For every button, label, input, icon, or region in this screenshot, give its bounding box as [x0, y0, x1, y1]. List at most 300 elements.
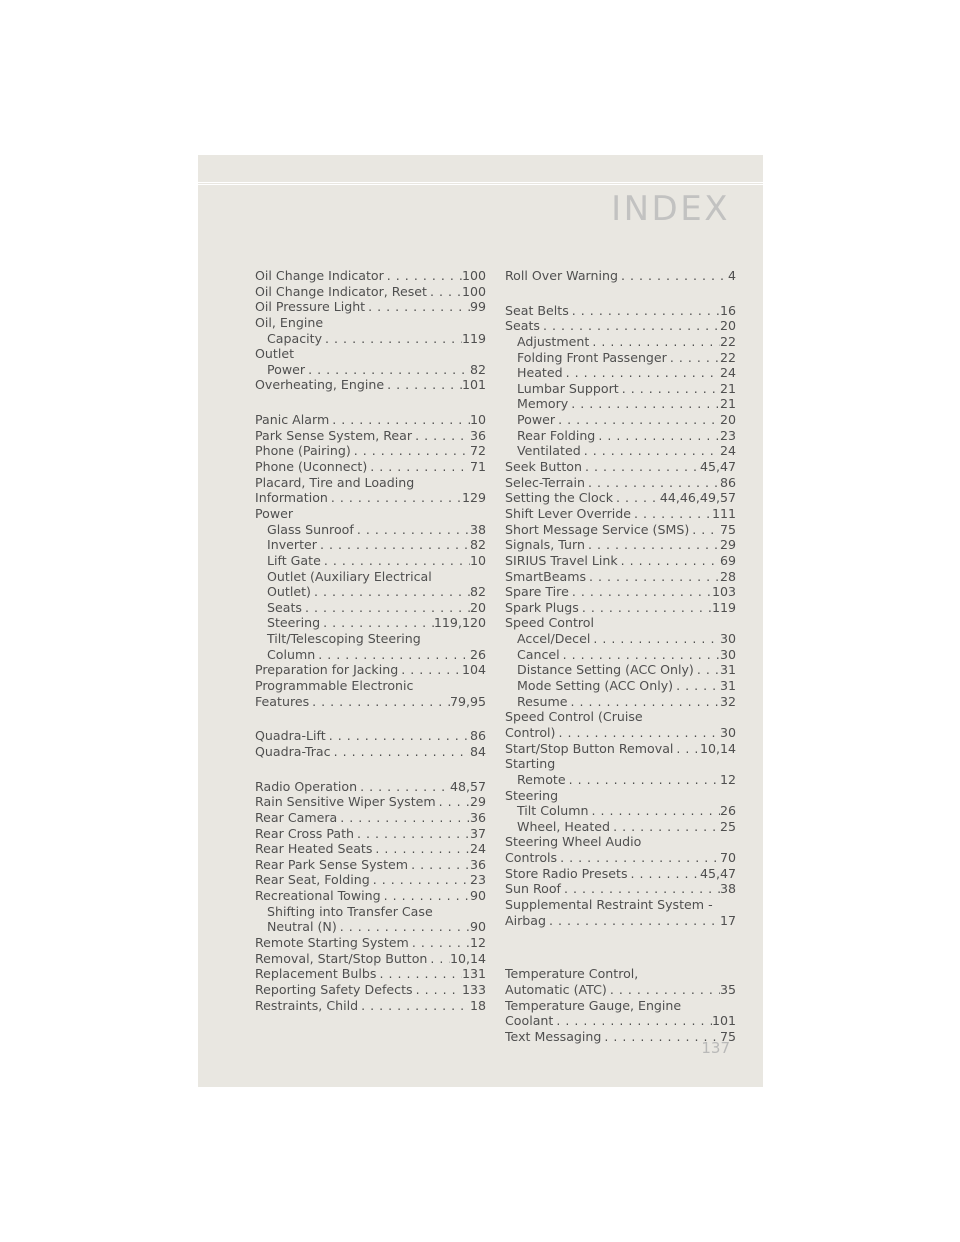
index-subentry [255, 600, 486, 616]
entry-text: Lumbar Support [517, 380, 619, 396]
index-entry [255, 966, 486, 982]
dot-leader [673, 741, 700, 757]
entry-text: Neutral (N) [267, 919, 337, 935]
page-reference: 44,46,49,57 [659, 490, 736, 506]
index-entry [505, 850, 736, 866]
page-reference: 101 [461, 377, 486, 393]
index-entry [255, 951, 486, 967]
dot-leader [326, 728, 470, 744]
index-subentry [255, 584, 486, 600]
dot-leader [555, 725, 720, 741]
dot-leader [320, 615, 434, 631]
index-gap [255, 393, 486, 412]
dot-leader [628, 866, 700, 882]
index-entry [255, 412, 486, 428]
page-reference: 45,47 [699, 865, 736, 881]
index-subentry [255, 631, 486, 647]
page-reference: 45,47 [699, 459, 736, 475]
page-reference: 22 [719, 349, 736, 365]
index-entry [505, 615, 736, 631]
dot-leader [667, 350, 720, 366]
page-reference: 21 [719, 396, 736, 412]
page-reference: 72 [469, 443, 486, 459]
page-reference: 28 [719, 568, 736, 584]
dot-leader [631, 506, 712, 522]
index-subentry [505, 443, 736, 459]
index-entry [255, 678, 486, 694]
dot-leader [367, 459, 470, 475]
page-title: INDEX [611, 189, 730, 229]
index-entry [255, 662, 486, 678]
dot-leader [413, 982, 462, 998]
dot-leader [354, 826, 470, 842]
dot-leader [376, 966, 462, 982]
index-entry [505, 1013, 736, 1029]
entry-text: Oil Pressure Light [255, 299, 366, 315]
entry-text: Spare Tire [505, 584, 569, 600]
entry-text: Remote Starting System [255, 934, 409, 950]
entry-text: Panic Alarm [255, 412, 330, 428]
page-reference: 12 [469, 934, 486, 950]
entry-text: Recreational Towing [255, 888, 381, 904]
manual-page [198, 155, 763, 1087]
page-reference: 26 [469, 646, 486, 662]
index-entry [255, 475, 486, 491]
page-reference: 82 [469, 537, 486, 553]
dot-leader [317, 537, 470, 553]
page-reference: 90 [469, 919, 486, 935]
index-entry [255, 744, 486, 760]
entry-text: Oil Change Indicator [255, 268, 384, 283]
entry-text: Information [255, 490, 328, 506]
page-reference: 99 [469, 299, 486, 315]
index-subentry [255, 904, 486, 920]
dot-leader [579, 600, 712, 616]
page-reference: 119 [461, 330, 486, 346]
page-reference: 38 [719, 881, 736, 897]
entry-text: Preparation for Jacking [255, 662, 399, 678]
index-entry [505, 303, 736, 319]
dot-leader [568, 694, 720, 710]
index-gap [505, 947, 736, 966]
index-subentry [505, 819, 736, 835]
index-entry [505, 966, 736, 982]
index-entry [505, 553, 736, 569]
dot-leader [329, 412, 470, 428]
page-reference: 20 [469, 599, 486, 615]
entry-text: Store Radio Presets [505, 865, 628, 881]
dot-leader [694, 662, 720, 678]
dot-leader [370, 872, 470, 888]
entry-text: Column [267, 646, 316, 662]
page-reference: 29 [719, 537, 736, 553]
index-entry [505, 834, 736, 850]
dot-leader [619, 381, 720, 397]
dot-leader [613, 490, 660, 506]
dot-leader [561, 881, 720, 897]
page-reference: 37 [469, 825, 486, 841]
entry-text: Sun Roof [505, 881, 561, 897]
index-entry [505, 490, 736, 506]
dot-leader [305, 362, 470, 378]
page-reference: 90 [469, 888, 486, 904]
page-reference: 26 [719, 803, 736, 819]
index-entry [255, 998, 486, 1014]
dot-leader [546, 913, 720, 929]
dot-leader [427, 284, 462, 300]
index-subentry [505, 396, 736, 412]
index-entry [505, 709, 736, 725]
page-reference: 30 [719, 631, 736, 647]
index-entry [505, 897, 736, 913]
dot-leader [427, 951, 450, 967]
entry-text: Automatic (ATC) [505, 981, 607, 997]
entry-text: Features [255, 693, 310, 709]
index-entry [255, 779, 486, 795]
entry-text: SmartBeams [505, 568, 587, 584]
index-entry [255, 443, 486, 459]
entry-text: Power [255, 505, 294, 521]
index-subentry [255, 647, 486, 663]
entry-text: Speed Control [505, 615, 595, 631]
dot-leader [586, 569, 720, 585]
page-reference: 31 [719, 678, 736, 694]
index-subentry [255, 615, 486, 631]
index-entry [255, 935, 486, 951]
index-subentry [505, 662, 736, 678]
page-reference: 12 [719, 771, 736, 787]
index-subentry [505, 647, 736, 663]
entry-text: Mode Setting (ACC Only) [517, 678, 674, 694]
entry-text: Speed Control (Cruise [505, 709, 643, 725]
index-column-right [505, 268, 736, 1044]
entry-text: Text Messaging [505, 1028, 602, 1044]
dot-leader [331, 744, 470, 760]
page-reference: 79,95 [449, 693, 486, 709]
entry-text: Temperature Gauge, Engine [505, 997, 682, 1013]
page-reference: 86 [719, 474, 736, 490]
index-subentry [255, 553, 486, 569]
entry-text: Wheel, Heated [517, 818, 611, 834]
dot-leader [589, 334, 720, 350]
entry-text: Rear Cross Path [255, 825, 355, 841]
dot-leader [588, 803, 719, 819]
entry-text: Placard, Tire and Loading [255, 474, 415, 490]
dot-leader [409, 935, 470, 951]
page-reference: 101 [711, 1013, 736, 1029]
page-reference: 119,120 [433, 615, 486, 631]
page-reference: 103 [711, 584, 736, 600]
dot-leader [384, 268, 462, 284]
dot-leader [560, 647, 720, 663]
entry-text: Temperature Control, [505, 966, 639, 982]
entry-text: Capacity [267, 330, 323, 346]
index-subentry [255, 522, 486, 538]
entry-text: Tilt Column [517, 803, 589, 819]
entry-text: Shift Lever Override [505, 505, 632, 521]
entry-text: Heated [517, 365, 563, 381]
entry-text: Rear Heated Seats [255, 841, 373, 857]
index-subentry [505, 772, 736, 788]
index-entry [505, 522, 736, 538]
dot-leader [398, 662, 462, 678]
index-entry [255, 506, 486, 522]
entry-text: Quadra-Lift [255, 728, 326, 744]
index-entry [255, 459, 486, 475]
index-entry [255, 490, 486, 506]
dot-leader [618, 553, 720, 569]
dot-leader [585, 475, 720, 491]
page-reference: 36 [469, 427, 486, 443]
index-entry [505, 756, 736, 772]
page-reference: 119 [711, 599, 736, 615]
index-entry [255, 315, 486, 331]
entry-text: Remote [517, 771, 566, 787]
entry-text: Seats [267, 599, 302, 615]
dot-leader [569, 584, 712, 600]
entry-text: Glass Sunroof [267, 521, 354, 537]
entry-text: Programmable Electronic [255, 678, 414, 694]
index-entry [255, 888, 486, 904]
dot-leader [582, 459, 700, 475]
dot-leader [381, 888, 470, 904]
index-entry [505, 459, 736, 475]
dot-leader [354, 522, 470, 538]
index-entry [505, 741, 736, 757]
entry-text: Steering [267, 615, 321, 631]
page-reference: 111 [711, 505, 736, 521]
entry-text: Roll Over Warning [505, 268, 618, 283]
dot-leader [557, 850, 720, 866]
entry-text: Cancel [517, 646, 560, 662]
dot-leader [610, 819, 720, 835]
entry-text: Seats [505, 318, 540, 334]
index-subentry [505, 381, 736, 397]
index-gap [505, 928, 736, 947]
page-reference: 82 [469, 584, 486, 600]
index-entry [255, 377, 486, 393]
entry-text: Overheating, Engine [255, 377, 385, 393]
entry-text: Reporting Safety Defects [255, 981, 413, 997]
entry-text: Replacement Bulbs [255, 966, 377, 982]
dot-leader [337, 919, 470, 935]
page-reference: 75 [719, 521, 736, 537]
dot-leader [328, 490, 462, 506]
index-entry [505, 913, 736, 929]
header-rule [198, 182, 763, 185]
dot-leader [569, 303, 720, 319]
page-reference: 131 [461, 966, 486, 982]
dot-leader [673, 678, 720, 694]
entry-text: Control) [505, 724, 556, 740]
entry-text: Spark Plugs [505, 599, 579, 615]
page-reference: 31 [719, 662, 736, 678]
index-entry [505, 569, 736, 585]
dot-leader [311, 584, 470, 600]
page-reference: 24 [469, 841, 486, 857]
dot-leader [372, 841, 470, 857]
page-reference: 38 [469, 521, 486, 537]
entry-text: Phone (Pairing) [255, 443, 351, 459]
page-reference: 24 [719, 443, 736, 459]
dot-leader [689, 522, 720, 538]
dot-leader [590, 631, 720, 647]
dot-leader [337, 810, 470, 826]
page-reference: 30 [719, 646, 736, 662]
page-reference: 21 [719, 380, 736, 396]
index-entry [505, 584, 736, 600]
entry-text: SIRIUS Travel Link [505, 552, 618, 568]
dot-leader [581, 443, 720, 459]
index-entry [505, 725, 736, 741]
dot-leader [607, 982, 720, 998]
dot-leader [553, 1013, 712, 1029]
entry-text: Rear Seat, Folding [255, 872, 370, 888]
index-entry [255, 872, 486, 888]
page-reference: 10 [469, 552, 486, 568]
index-entry [255, 728, 486, 744]
entry-text: Ventilated [517, 443, 581, 459]
dot-leader [563, 365, 720, 381]
entry-text: Lift Gate [267, 552, 321, 568]
index-subentry [505, 365, 736, 381]
entry-text: Selec-Terrain [505, 474, 585, 490]
entry-text: Controls [505, 850, 558, 866]
entry-text: Coolant [505, 1013, 554, 1029]
index-subentry [255, 537, 486, 553]
entry-text: Rear Folding [517, 427, 596, 443]
page-reference: 71 [469, 459, 486, 475]
entry-text: Airbag [505, 912, 546, 928]
index-entry [505, 866, 736, 882]
entry-text: Outlet (Auxiliary Electrical [267, 568, 432, 584]
index-subentry [255, 569, 486, 585]
index-entry [255, 841, 486, 857]
page-reference: 10,14 [699, 740, 736, 756]
page-reference: 22 [719, 333, 736, 349]
page-reference: 35 [719, 981, 736, 997]
index-entry [505, 537, 736, 553]
index-subentry [505, 428, 736, 444]
index-entry [505, 600, 736, 616]
entry-text: Rear Camera [255, 809, 338, 825]
entry-text: Oil Change Indicator, Reset [255, 283, 427, 299]
index-subentry [505, 631, 736, 647]
index-subentry [255, 362, 486, 378]
entry-text: Setting the Clock [505, 490, 613, 506]
entry-text: Rain Sensitive Wiper System [255, 794, 436, 810]
index-entry [505, 881, 736, 897]
entry-text: Restraints, Child [255, 997, 359, 1013]
dot-leader [351, 443, 470, 459]
dot-leader [365, 299, 470, 315]
page-reference: 36 [469, 809, 486, 825]
entry-text: Supplemental Restraint System - [505, 896, 713, 912]
page-reference: 86 [469, 728, 486, 744]
page-reference: 18 [469, 997, 486, 1013]
entry-text: Quadra-Trac [255, 743, 331, 759]
page-reference: 24 [719, 365, 736, 381]
dot-leader [357, 779, 450, 795]
page-reference: 16 [719, 302, 736, 318]
index-subentry [505, 803, 736, 819]
page-reference: 10,14 [449, 950, 486, 966]
entry-text: Resume [517, 693, 568, 709]
page-reference: 84 [469, 743, 486, 759]
dot-leader [408, 857, 470, 873]
entry-text: Radio Operation [255, 778, 358, 794]
index-subentry [505, 412, 736, 428]
entry-text: Removal, Start/Stop Button [255, 950, 428, 966]
index-subentry [255, 919, 486, 935]
entry-text: Tilt/Telescoping Steering [267, 631, 421, 647]
entry-text: Park Sense System, Rear [255, 427, 413, 443]
page-reference: 10 [469, 412, 486, 428]
page-reference: 4 [727, 268, 736, 283]
entry-text: Short Message Service (SMS) [505, 521, 690, 537]
entry-text: Power [517, 412, 556, 428]
page-reference: 25 [719, 818, 736, 834]
index-entry [505, 506, 736, 522]
page-reference: 20 [719, 412, 736, 428]
entry-text: Steering Wheel Audio [505, 834, 642, 850]
page-reference: 104 [461, 662, 486, 678]
page-reference: 100 [461, 283, 486, 299]
dot-leader [322, 331, 462, 347]
entry-text: Accel/Decel [517, 631, 591, 647]
index-entry [255, 268, 486, 284]
entry-text: Outlet) [267, 584, 311, 600]
page-reference: 48,57 [449, 778, 486, 794]
index-entry [505, 475, 736, 491]
dot-leader [412, 428, 470, 444]
entry-text: Seek Button [505, 459, 582, 475]
page-reference: 30 [719, 724, 736, 740]
entry-text: Adjustment [517, 333, 590, 349]
entry-text: Oil, Engine [255, 314, 324, 330]
index-entry [255, 810, 486, 826]
page-reference: 75 [719, 1028, 736, 1044]
dot-leader [315, 647, 470, 663]
index-entry [255, 857, 486, 873]
index-entry [505, 268, 736, 284]
index-subentry [505, 334, 736, 350]
page-reference: 36 [469, 856, 486, 872]
entry-text: Starting [505, 756, 556, 772]
index-entry [255, 428, 486, 444]
dot-leader [302, 600, 470, 616]
page-reference: 32 [719, 693, 736, 709]
index-entry [255, 694, 486, 710]
entry-text: Steering [505, 787, 559, 803]
index-gap [255, 760, 486, 779]
index-entry [505, 788, 736, 804]
dot-leader [436, 794, 470, 810]
dot-leader [595, 428, 720, 444]
dot-leader [384, 377, 462, 393]
index-subentry [505, 678, 736, 694]
index-column-left [255, 268, 486, 1013]
dot-leader [321, 553, 470, 569]
dot-leader [358, 998, 470, 1014]
entry-text: Power [267, 361, 306, 377]
index-gap [505, 284, 736, 303]
dot-leader [566, 772, 720, 788]
dot-leader [585, 537, 720, 553]
index-entry [255, 299, 486, 315]
page-reference: 129 [461, 490, 486, 506]
page-reference: 20 [719, 318, 736, 334]
